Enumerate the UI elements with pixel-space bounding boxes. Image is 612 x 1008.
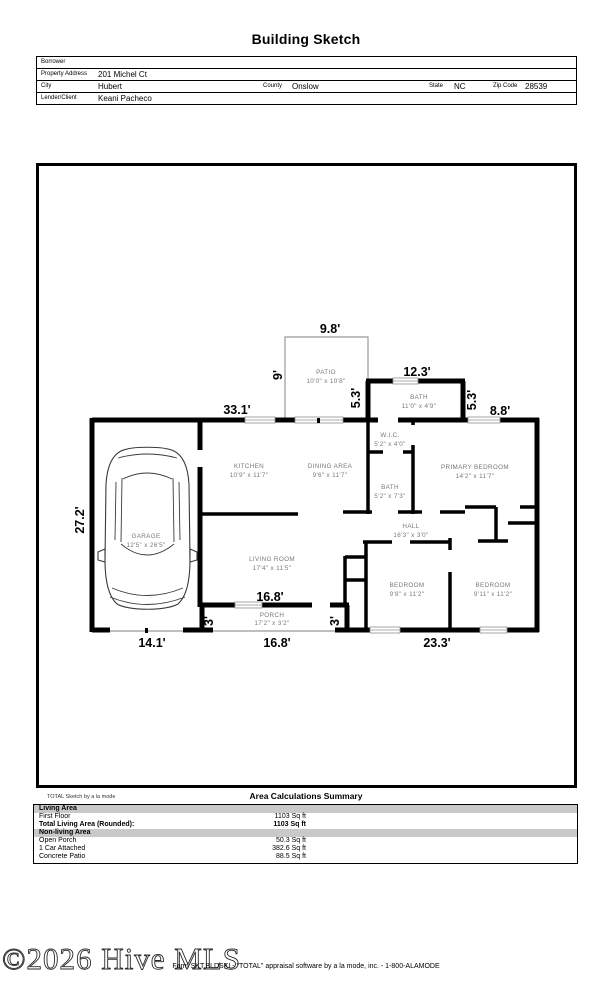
dim-garage-width: 14.1' bbox=[138, 636, 166, 650]
dim-porch-left: 3' bbox=[202, 616, 216, 626]
open-porch-value: 50.3 Sq ft bbox=[276, 837, 306, 844]
interior-walls bbox=[200, 420, 537, 630]
nonliving-area-header-label: Non-living Area bbox=[39, 829, 91, 836]
zip-value: 28539 bbox=[525, 82, 548, 91]
room-dims-bedroom-right: 9'11" x 11'2" bbox=[473, 591, 513, 598]
total-living-label: Total Living Area (Rounded): bbox=[39, 821, 135, 828]
room-label-patio: PATIO bbox=[316, 369, 336, 376]
county-value: Onslow bbox=[292, 82, 319, 91]
borrower-label: Borrower bbox=[41, 59, 66, 65]
room-label-kitchen: KITCHEN bbox=[233, 463, 265, 470]
dim-front-right: 8.8' bbox=[489, 404, 511, 418]
page-title: Building Sketch bbox=[251, 31, 361, 47]
room-label-wic: W.I.C. bbox=[380, 432, 400, 439]
room-label-bath-lower: BATH bbox=[381, 484, 399, 491]
car-attached-label: 1 Car Attached bbox=[39, 845, 86, 852]
table-row-first-floor bbox=[34, 813, 577, 821]
area-calculations-table bbox=[33, 804, 578, 864]
dim-garage-depth: 27.2' bbox=[73, 506, 87, 534]
city-value: Hubert bbox=[98, 82, 123, 91]
area-calculations-title: Area Calculations Summary bbox=[249, 791, 363, 801]
room-dims-porch: 17'2" x 3'2" bbox=[254, 620, 290, 627]
table-row-open-porch bbox=[34, 837, 577, 845]
table-row-concrete-patio bbox=[34, 853, 577, 861]
room-dims-hall: 16'3" x 3'0" bbox=[393, 532, 429, 539]
dim-porch-right: 3' bbox=[328, 616, 342, 626]
nonliving-area-section-header bbox=[34, 829, 577, 837]
room-dims-wic: 5'2" x 4'0" bbox=[374, 441, 406, 448]
room-label-garage: GARAGE bbox=[131, 533, 161, 540]
property-address-value: 201 Michel Ct bbox=[98, 70, 147, 79]
zip-label: Zip Code bbox=[493, 83, 518, 89]
table-row-total-living-area bbox=[34, 821, 577, 829]
room-label-dining: DINING AREA bbox=[307, 463, 353, 470]
lender-label: Lender/Client bbox=[41, 95, 77, 101]
dim-porch-width-bottom: 16.8' bbox=[263, 636, 291, 650]
city-label: City bbox=[41, 83, 52, 89]
room-label-hall: HALL bbox=[402, 523, 420, 530]
room-label-bedroom-right: BEDROOM bbox=[475, 582, 511, 589]
living-area-header-label: Living Area bbox=[39, 805, 77, 812]
dim-bath-left: 5.3' bbox=[349, 387, 363, 409]
room-label-porch: PORCH bbox=[259, 612, 285, 619]
room-dims-primary-bedroom: 14'2" x 11'7" bbox=[455, 473, 495, 480]
room-label-primary-bedroom: PRIMARY BEDROOM bbox=[441, 464, 509, 471]
dim-patio-width: 9.8' bbox=[319, 322, 341, 336]
room-label-living-room: LIVING ROOM bbox=[249, 556, 295, 563]
property-address-label: Property Address bbox=[41, 71, 88, 77]
dim-bottom-right-width: 23.3' bbox=[423, 636, 451, 650]
lender-value: Keani Pacheco bbox=[98, 94, 152, 103]
car-top-view bbox=[98, 447, 197, 609]
dim-patio-depth: 9' bbox=[271, 370, 285, 380]
table-row-car-attached bbox=[34, 845, 577, 853]
mls-watermark: ©2026 Hive MLS bbox=[2, 941, 242, 976]
sketch-software-credit: TOTAL Sketch by a la mode bbox=[47, 794, 116, 800]
dim-top-width: 33.1' bbox=[223, 403, 251, 417]
dim-bath-top-width: 12.3' bbox=[403, 365, 431, 379]
room-dims-bedroom-left: 9'8" x 11'2" bbox=[389, 591, 425, 598]
living-area-section-header bbox=[34, 805, 577, 813]
first-floor-value: 1103 Sq ft bbox=[274, 813, 306, 820]
concrete-patio-value: 88.5 Sq ft bbox=[276, 853, 306, 860]
car-attached-value: 382.6 Sq ft bbox=[272, 845, 306, 852]
first-floor-label: First Floor bbox=[39, 813, 71, 820]
room-label-bedroom-left: BEDROOM bbox=[389, 582, 425, 589]
room-dims-dining: 9'6" x 11'7" bbox=[312, 472, 348, 479]
concrete-patio-label: Concrete Patio bbox=[39, 853, 86, 860]
county-label: County bbox=[263, 83, 283, 89]
form-identifier-line: Form SKT.BLDSKI - "TOTAL" appraisal software by a la mode, inc. - 1-800-ALAMODE bbox=[172, 963, 440, 970]
room-label-bath-top: BATH bbox=[410, 394, 428, 401]
room-dims-bath-top: 11'0" x 4'9" bbox=[401, 403, 437, 410]
total-living-value: 1103 Sq ft bbox=[273, 821, 306, 828]
state-value: NC bbox=[454, 82, 466, 91]
state-label: State bbox=[429, 83, 444, 89]
room-dims-kitchen: 10'9" x 11'7" bbox=[229, 472, 269, 479]
room-dims-living-room: 17'4" x 11'5" bbox=[252, 565, 292, 572]
room-dims-patio: 10'0" x 10'8" bbox=[306, 378, 346, 385]
room-dims-bath-lower: 5'2" x 7'3" bbox=[374, 493, 406, 500]
room-dims-garage: 12'5" x 26'5" bbox=[126, 542, 166, 549]
dim-porch-width-top: 16.8' bbox=[256, 590, 284, 604]
open-porch-label: Open Porch bbox=[39, 837, 77, 844]
dim-bath-right: 5.3' bbox=[465, 389, 479, 411]
